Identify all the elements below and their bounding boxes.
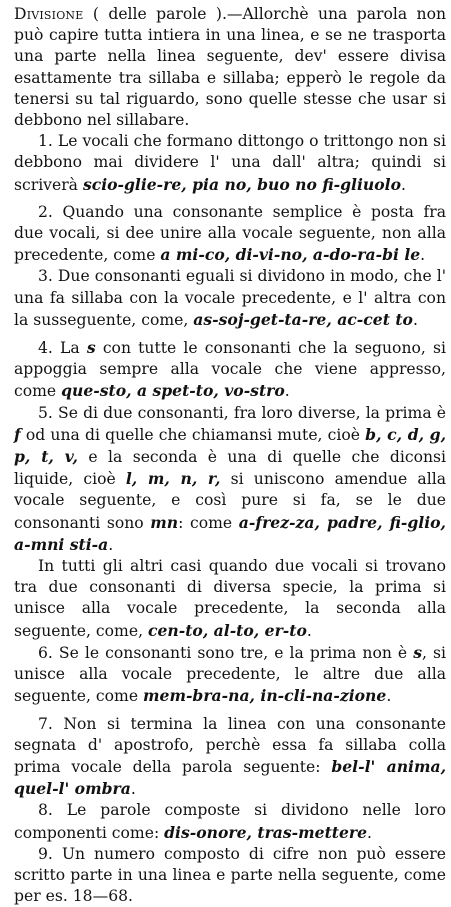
rule-5-examples: a-frez-za, padre, fi-glio, a-mni sti-a xyxy=(14,512,446,554)
rule-6-examples: mem-bra-na, in-cli-na-zione xyxy=(143,686,387,706)
rule-8-text: 8. Le parole composte si dividono nelle loro componenti come: xyxy=(14,801,446,842)
rule-2-text: 2. Quando una consonante semplice è posta fra due vocali, si dee unire alla vocale seguente, non alla precedente, come xyxy=(14,202,446,265)
rule-3-examples: as-soj-get-ta-re, ac-cet to xyxy=(193,309,413,329)
rule-1 xyxy=(14,131,446,196)
rule-5-mute-letters: b, c, d, g, p, t, v, xyxy=(14,424,446,467)
rule-5-letter-f: f xyxy=(14,424,21,444)
rule-6-letter-s: s xyxy=(413,642,422,662)
rule-5b-end: . xyxy=(306,621,312,640)
rule-7-examples: bel-l' anima, quel-l' ombra xyxy=(14,756,446,799)
rule-5-liquid-letters: l, m, n, r, xyxy=(125,469,221,489)
rule-5-text-5: : come xyxy=(178,513,239,532)
rule-1-end: . xyxy=(400,175,406,194)
rule-2-examples: a mi-co, di-vi-no, a-do-ra-bi le xyxy=(160,245,421,265)
rule-5-text-1: 5. Se di due consonanti, fra loro diverse, la prima è xyxy=(38,403,446,422)
rule-4-text: con tutte le consonanti che la seguono, si appoggia sempre alla vocale che viene appresso, come xyxy=(14,339,446,401)
rule-4-examples: que-sto, a spet-to, vo-stro xyxy=(61,381,285,401)
dictionary-page xyxy=(14,4,446,907)
entry-headword: Divisione xyxy=(14,5,84,23)
rule-6 xyxy=(14,642,446,708)
rule-6-text-2: , si unisce alla vocale precedente, le altre due alla seguente, come xyxy=(14,643,446,706)
rule-8-end: . xyxy=(367,823,372,842)
rule-2-end: . xyxy=(420,246,426,265)
rule-1-text: 1. Le vocali che formano dittongo o trittongo non si debbono mai dividere l' una dall' altra; quindi si scriverà xyxy=(14,132,446,194)
rule-3-end: . xyxy=(412,310,418,329)
rule-4-end: . xyxy=(284,382,290,401)
rule-5b-examples: cen-to, al-to, er-to xyxy=(148,620,307,640)
rule-5b-text: In tutti gli altri casi quando due vocali si trovano tra due consonanti di diversa specie, la prima si unisce alla vocale precedente, la seconda alla seguente, come, xyxy=(14,557,446,640)
rule-8 xyxy=(14,800,446,843)
entry-intro-text: ( delle parole ).—Allorchè una parola non può capire tutta intiera in una linea, e se ne trasporta una parte nella linea seguente, dev' essere divisa esattamente tra sillaba e sillaba; epperò le regole da tenersi su tal riguardo, sono quelle stesse che usar si debbono nel sillabare. xyxy=(14,5,446,130)
rule-3 xyxy=(14,266,446,331)
rule-6-end: . xyxy=(386,687,392,706)
entry-intro xyxy=(14,4,446,131)
rule-5-letters-mn: mn xyxy=(150,512,179,532)
rule-9-text: 9. Un numero composto di cifre non può essere scritto parte in una linea e parte nella seguente, come per es. 18—68. xyxy=(14,844,446,906)
rule-7-text: 7. Non si termina la linea con una consonante segnata d' apostrofo, perchè essa fa sillaba colla prima vocale della parola seguente: xyxy=(14,714,446,776)
rule-5-text-3: e la seconda è una di quelle che diconsi liquide, cioè xyxy=(14,448,446,489)
rule-3-text: 3. Due consonanti eguali si dividono in modo, che l' una fa sillaba con la vocale precedente, e l' altra con la susseguente, come, xyxy=(14,267,446,329)
rule-8-examples: dis-onore, tras-mettere xyxy=(164,822,368,842)
rule-2 xyxy=(14,202,446,267)
rule-4-pre: 4. La xyxy=(38,339,87,358)
rule-1-examples: scio-glie-re, pia no, buo no fi-gliuolo xyxy=(82,174,401,194)
rule-5 xyxy=(14,403,446,556)
rule-4-letter: s xyxy=(86,338,96,358)
rule-9 xyxy=(14,844,446,907)
rule-5-text-2: od una di quelle che chiamansi mute, cioè xyxy=(20,425,366,444)
rule-5-continuation xyxy=(14,556,446,642)
rule-6-text-1: 6. Se le consonanti sono tre, e la prima non è xyxy=(38,643,414,662)
rule-5-end: . xyxy=(108,535,114,554)
rule-5-text-4: si uniscono amendue alla vocale seguente, e così pure si fa, se le due consonanti sono xyxy=(14,470,446,532)
rule-4 xyxy=(14,337,446,403)
rule-7 xyxy=(14,714,446,801)
rule-7-end: . xyxy=(130,780,136,799)
